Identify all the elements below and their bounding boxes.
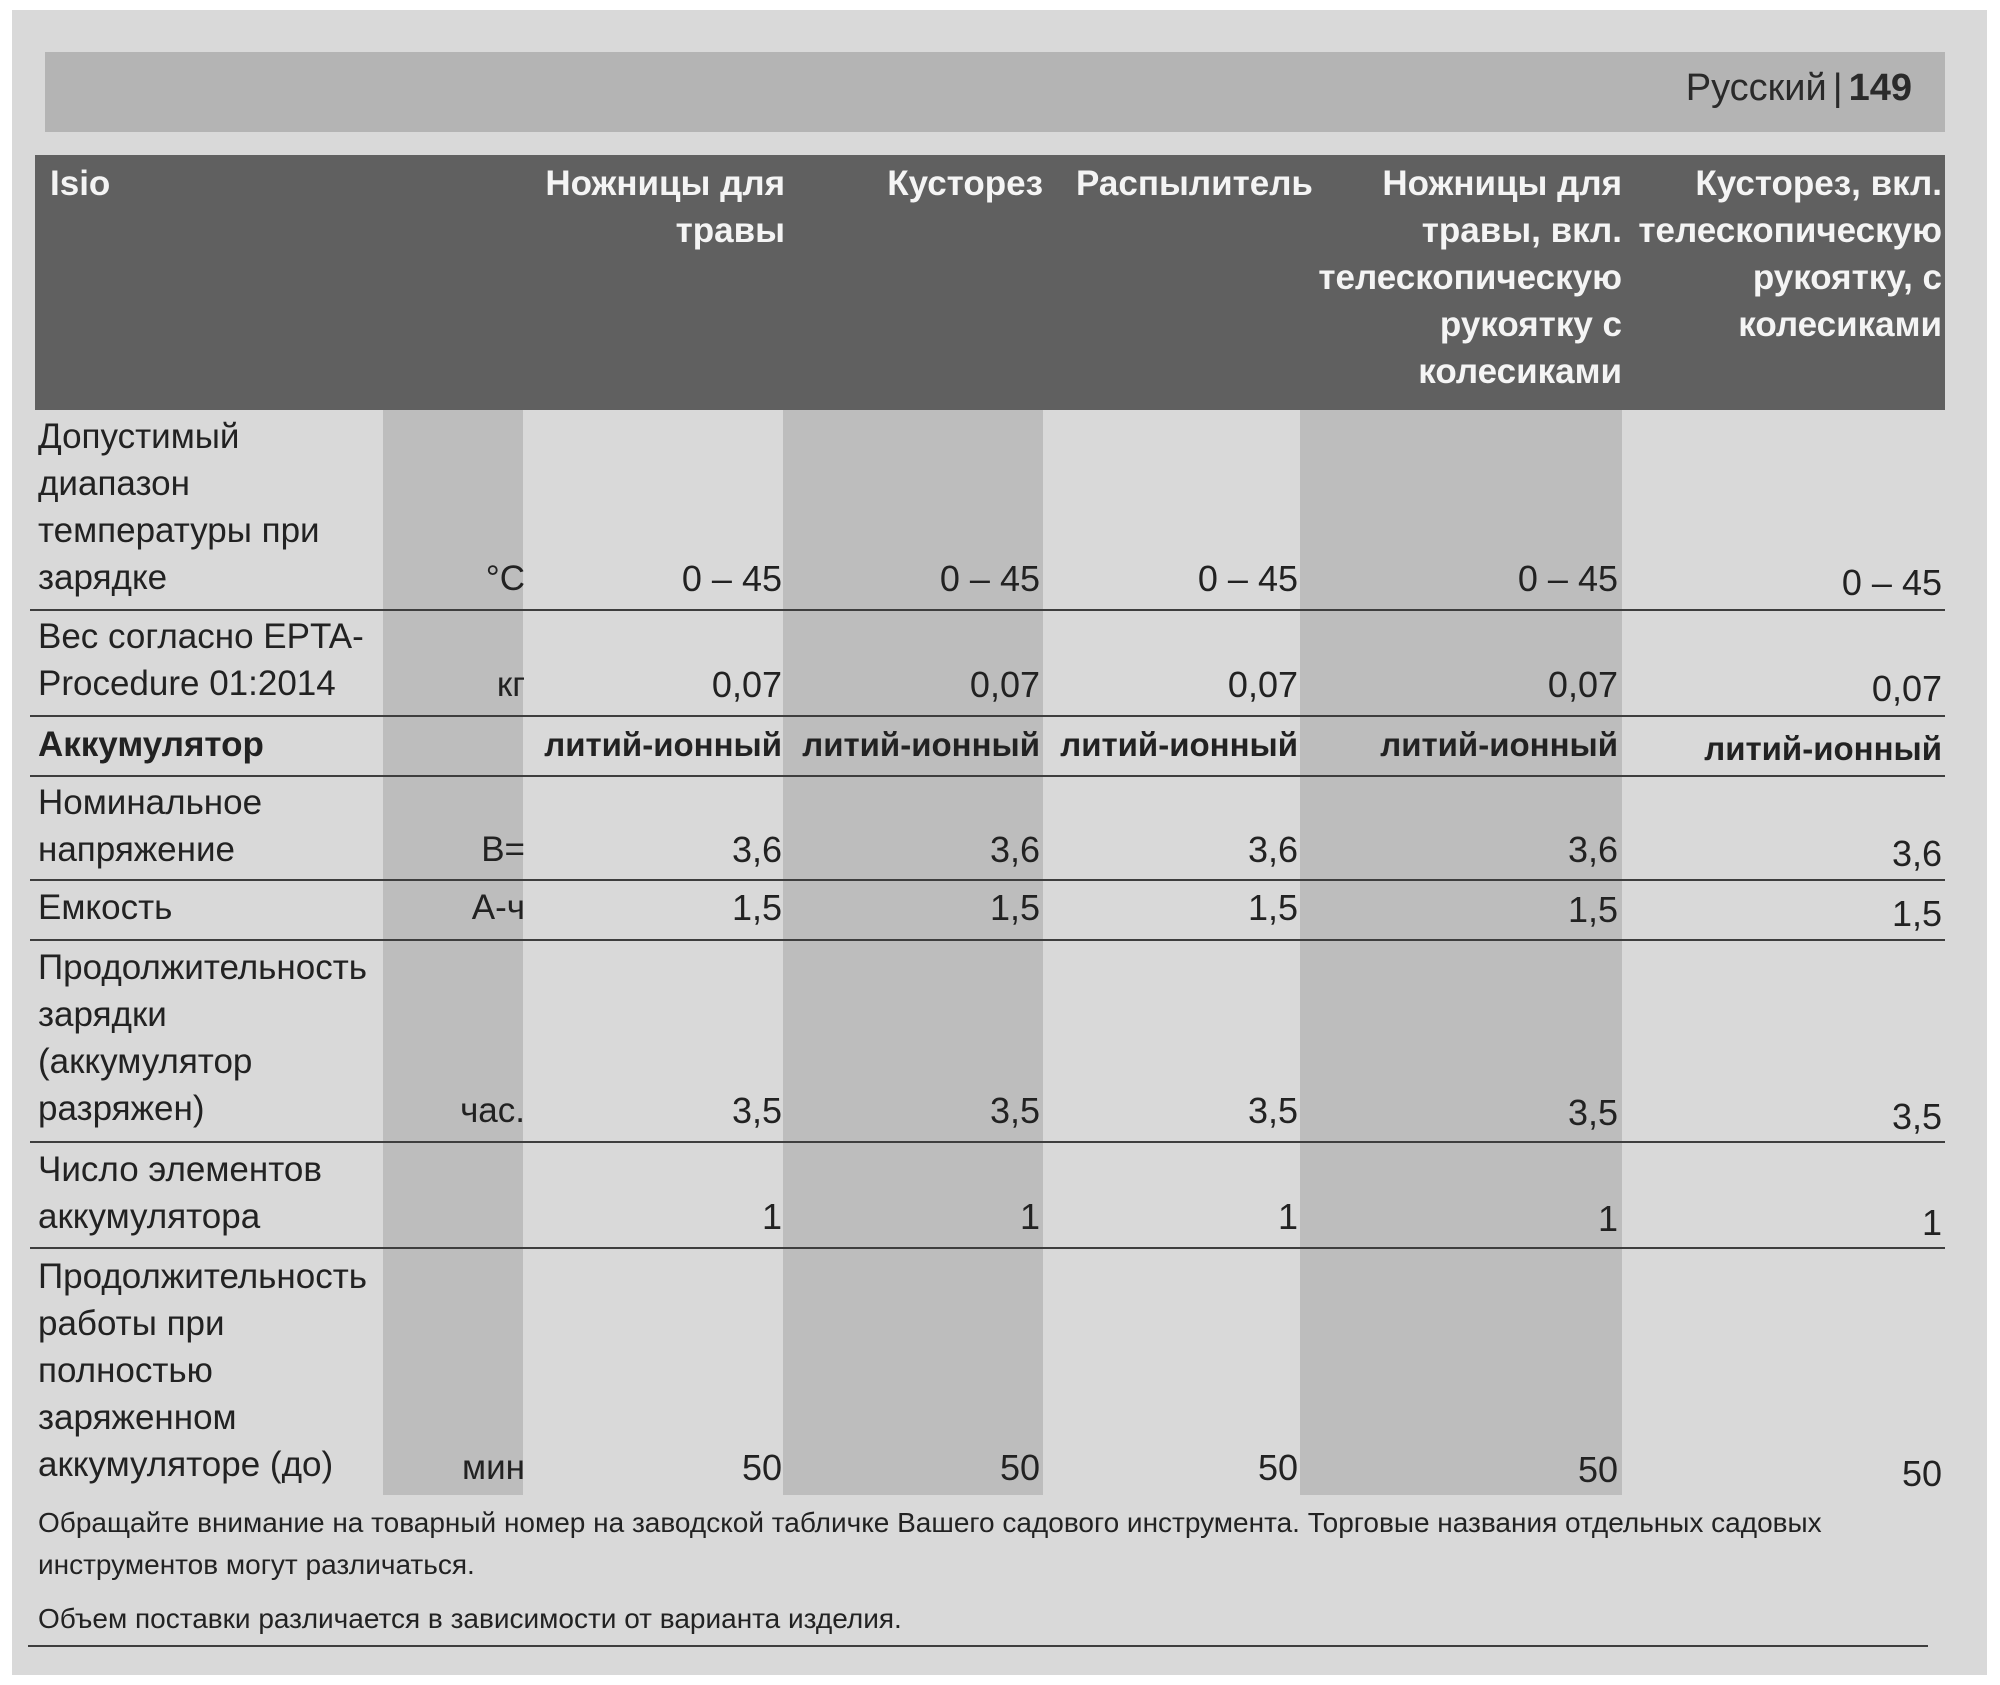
row-unit-charge-time: час.: [460, 1091, 525, 1130]
row-label-charge-time: Продолжительность зарядки (аккумулятор разряжен): [38, 948, 367, 1128]
cell-cells-4: 1: [1597, 1198, 1618, 1239]
header-separator: |: [1832, 67, 1843, 109]
cell-voltage-4: 3,6: [1567, 829, 1618, 870]
row-label-battery: Аккумулятор: [38, 725, 264, 764]
cell-run-time-5: 50: [1901, 1453, 1942, 1494]
footnote-rule: [28, 1645, 1928, 1647]
row-divider: [30, 879, 1945, 881]
row-divider: [30, 939, 1945, 941]
cell-voltage-1: 3,6: [731, 829, 782, 870]
row-divider: [30, 609, 1945, 611]
header-language: Русский: [1685, 67, 1827, 109]
cell-temp-5: 0 – 45: [1841, 562, 1942, 603]
cell-temp-3: 0 – 45: [1197, 558, 1298, 599]
header-col-1: Ножницы для травы: [545, 164, 785, 250]
row-label-voltage: Номинальное напряжение: [38, 783, 263, 869]
row-label-run-time: Продолжительность работы при полностью заряженном аккумуляторе (до): [38, 1257, 367, 1484]
cell-voltage-2: 3,6: [989, 829, 1040, 870]
row-unit-run-time: мин: [462, 1448, 525, 1487]
row-label-cells: Число элементов аккумулятора: [38, 1150, 322, 1236]
cell-capacity-4: 1,5: [1567, 889, 1618, 930]
cell-weight-3: 0,07: [1227, 664, 1298, 705]
cell-cells-5: 1: [1921, 1202, 1942, 1243]
cell-weight-2: 0,07: [969, 664, 1040, 705]
cell-weight-5: 0,07: [1871, 668, 1942, 709]
cell-voltage-3: 3,6: [1247, 829, 1298, 870]
cell-capacity-1: 1,5: [731, 887, 782, 928]
cell-cells-2: 1: [1019, 1196, 1040, 1237]
cell-battery-1: литий-ионный: [544, 726, 782, 763]
row-divider: [30, 1141, 1945, 1143]
cell-capacity-3: 1,5: [1247, 887, 1298, 928]
header-col-3: Распылитель: [1076, 164, 1313, 203]
cell-charge-time-3: 3,5: [1247, 1090, 1298, 1131]
header-col-5: Кусторез, вкл. телескопическую рукоятку, с колесиками: [1638, 164, 1942, 344]
page-number: 149: [1848, 67, 1912, 109]
cell-cells-1: 1: [761, 1196, 782, 1237]
cell-battery-5: литий-ионный: [1704, 730, 1942, 767]
row-label-weight: Вес согласно EPTA-Procedure 01:2014: [38, 617, 364, 703]
cell-temp-1: 0 – 45: [681, 558, 782, 599]
cell-charge-time-5: 3,5: [1891, 1096, 1942, 1137]
cell-run-time-1: 50: [741, 1447, 782, 1488]
cell-run-time-2: 50: [999, 1447, 1040, 1488]
cell-temp-2: 0 – 45: [939, 558, 1040, 599]
cell-charge-time-4: 3,5: [1567, 1092, 1618, 1133]
row-label-capacity: Емкость: [38, 888, 173, 927]
page-header: [1686, 58, 1912, 118]
cell-run-time-4: 50: [1577, 1449, 1618, 1490]
cell-capacity-2: 1,5: [989, 887, 1040, 928]
cell-weight-4: 0,07: [1547, 664, 1618, 705]
header-col-4: Ножницы для травы, вкл. телескопическую рукоятку с колесиками: [1318, 164, 1622, 391]
cell-battery-2: литий-ионный: [802, 726, 1040, 763]
row-unit-capacity: А-ч: [471, 888, 525, 927]
cell-temp-4: 0 – 45: [1517, 558, 1618, 599]
cell-voltage-5: 3,6: [1891, 833, 1942, 874]
row-unit-voltage: В=: [481, 830, 525, 869]
row-divider: [30, 715, 1945, 717]
header-col-2: Кусторез: [887, 164, 1043, 203]
cell-run-time-3: 50: [1257, 1447, 1298, 1488]
cell-charge-time-2: 3,5: [989, 1090, 1040, 1131]
row-divider: [30, 1247, 1945, 1249]
page-header-bar: [45, 52, 1945, 132]
cell-cells-3: 1: [1277, 1196, 1298, 1237]
footnote-delivery-scope: Объем поставки различается в зависимости от варианта изделия.: [38, 1603, 902, 1634]
header-isio: Isio: [50, 164, 111, 203]
row-label-temperature: Допустимый диапазон температуры при зарядке: [38, 417, 320, 597]
cell-battery-3: литий-ионный: [1060, 726, 1298, 763]
row-unit-weight: кг: [496, 665, 525, 704]
cell-charge-time-1: 3,5: [731, 1090, 782, 1131]
row-unit-temperature: °C: [485, 559, 525, 598]
footnote-trade-names: Обращайте внимание на товарный номер на заводской табличке Вашего садового инструмента. Торговые названия отдельных садовых инструментов могут различаться.: [38, 1507, 1822, 1580]
cell-battery-4: литий-ионный: [1380, 726, 1618, 763]
cell-weight-1: 0,07: [711, 664, 782, 705]
cell-capacity-5: 1,5: [1891, 893, 1942, 934]
row-divider: [30, 775, 1945, 777]
